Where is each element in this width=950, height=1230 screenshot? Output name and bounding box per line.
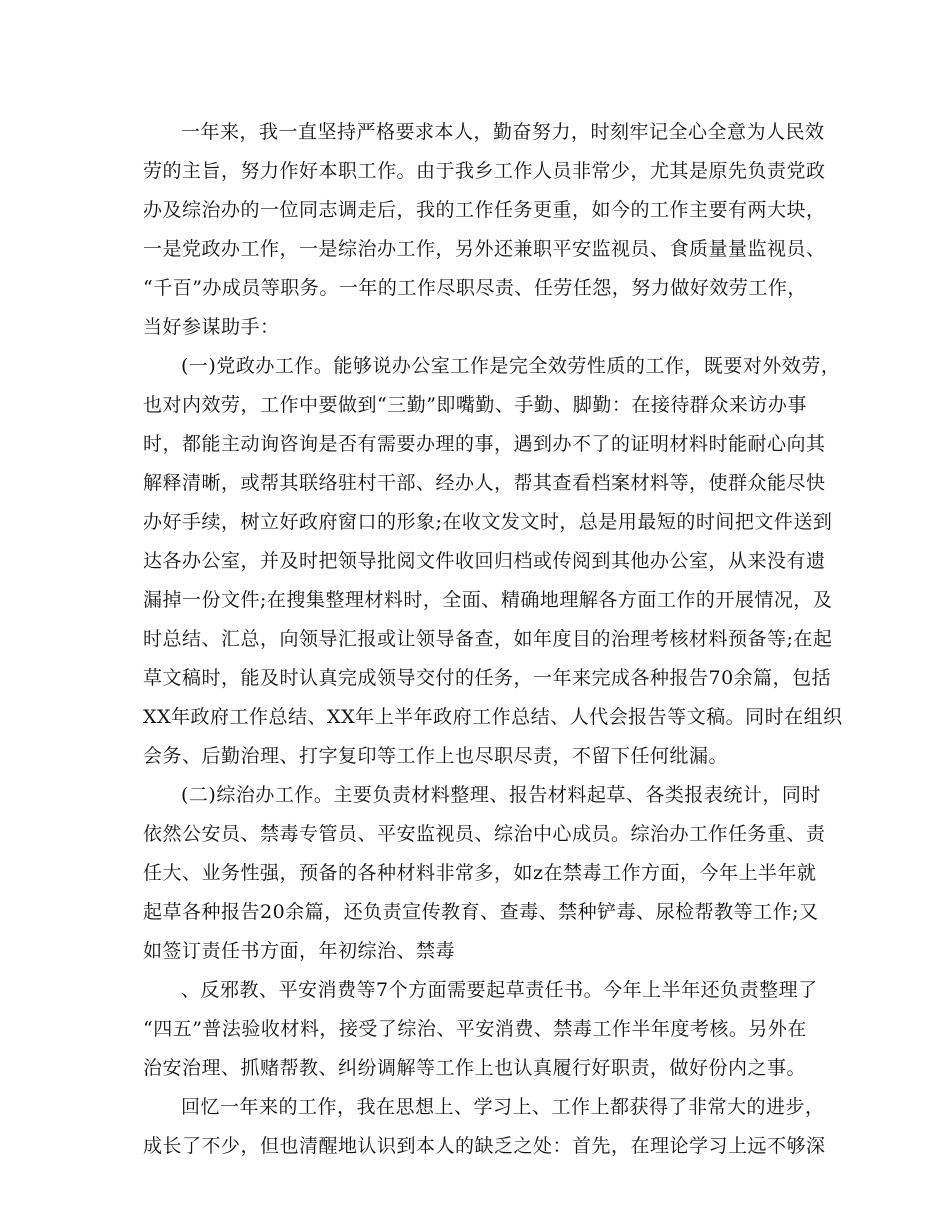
text-line: 一年来，我一直坚持严格要求本人，勤奋努力，时刻牢记全心全意为人民效	[181, 121, 825, 143]
text-line: 起草各种报告20余篇，还负责宣传教育、查毒、禁种铲毒、尿检帮教等工作;又	[143, 901, 819, 923]
text-line: 漏掉一份文件;在搜集整理材料时，全面、精确地理解各方面工作的开展情况，及	[143, 589, 833, 611]
text-line: 草文稿时，能及时认真完成领导交付的任务，一年来完成各种报告70余篇，包括	[143, 667, 832, 689]
text-line: 办好手续，树立好政府窗口的形象;在收文发文时，总是用最短的时间把文件送到	[143, 511, 833, 533]
text-line: “四五”普法验收材料，接受了综治、平安消费、禁毒工作半年度考核。另外在	[143, 1018, 807, 1040]
text-line: 办及综治办的一位同志调走后，我的工作任务更重，如今的工作主要有两大块，	[143, 199, 826, 221]
text-line: 时总结、汇总，向领导汇报或让领导备查，如年度目的治理考核材料预备等;在起	[143, 628, 833, 650]
text-line: (一)党政办工作。能够说办公室工作是完全效劳性质的工作，既要对外效劳，	[181, 355, 841, 377]
text-line: 一是党政办工作，一是综治办工作，另外还兼职平安监视员、食质量量监视员、	[143, 238, 826, 260]
text-line: 达各办公室，并及时把领导批阅文件收回归档或传阅到其他办公室，从来没有遗	[143, 550, 826, 572]
text-line: 也对内效劳，工作中要做到“三勤”即嘴勤、手勤、脚勤：在接待群众来访办事	[143, 394, 807, 416]
text-line: “千百”办成员等职务。一年的工作尽职尽责、任劳任怨，努力做好效劳工作，	[143, 277, 807, 299]
text-line: XX年政府工作总结、XX年上半年政府工作总结、人代会报告等文稿。同时在组织	[143, 706, 843, 728]
text-line: 时，都能主动询咨询是否有需要办理的事，遇到办不了的证明材料时能耐心向其	[143, 433, 826, 455]
text-line: 劳的主旨，努力作好本职工作。由于我乡工作人员非常少，尤其是原先负责党政	[143, 160, 826, 182]
text-line: 如签订责任书方面，年初综治、禁毒	[143, 940, 456, 962]
text-line: 任大、业务性强，预备的各种材料非常多，如z在禁毒工作方面，今年上半年就	[143, 862, 817, 884]
document-body	[143, 113, 843, 1166]
text-line: 解释清晰，或帮其联络驻村干部、经办人，帮其查看档案材料等，使群众能尽快	[143, 472, 826, 494]
text-line: 、反邪教、平安消费等7个方面需要起草责任书。今年上半年还负责整理了	[181, 979, 818, 1001]
text-line: (二)综治办工作。主要负责材料整理、报告材料起草、各类报表统计，同时	[181, 784, 821, 806]
text-line: 依然公安员、禁毒专管员、平安监视员、综治中心成员。综治办工作任务重、责	[143, 823, 826, 845]
text-line: 当好参谋助手：	[143, 316, 280, 338]
text-line: 会务、后勤治理、打字复印等工作上也尽职尽责，不留下任何纰漏。	[143, 745, 729, 767]
text-line: 回忆一年来的工作，我在思想上、学习上、工作上都获得了非常大的进步，	[181, 1096, 825, 1118]
text-line: 成长了不少，但也清醒地认识到本人的缺乏之处：首先，在理论学习上远不够深	[143, 1135, 826, 1157]
text-line: 治安治理、抓赌帮教、纠纷调解等工作上也认真履行好职责，做好份内之事。	[143, 1057, 807, 1079]
